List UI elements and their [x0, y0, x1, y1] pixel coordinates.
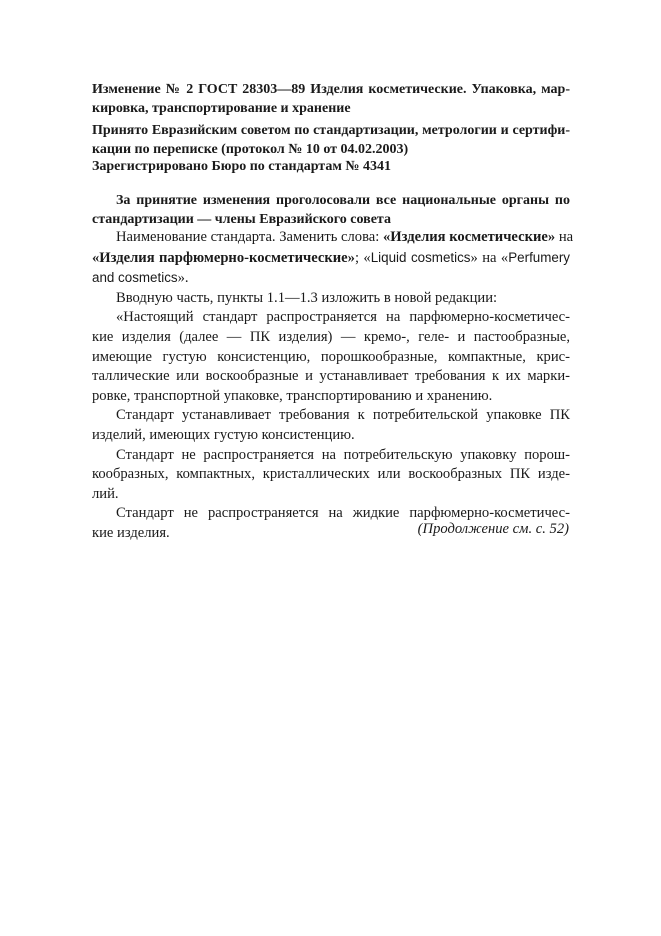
text-span: ; « — [354, 249, 371, 266]
text-span: Наименование стандарта. Заменить слова: — [116, 229, 383, 245]
english-new-title-part2: and cosmetics — [92, 270, 178, 286]
new-title-bold: «Изделия парфюмерно-косметические» — [92, 249, 355, 266]
text-span: на — [555, 229, 574, 245]
paragraph-line — [92, 268, 570, 289]
amendment-body — [92, 228, 574, 544]
text-span: » на « — [470, 249, 509, 266]
paragraph-line: «Настоящий стандарт распространяется на парфюмерно-косметичес- — [116, 309, 570, 326]
paragraph-line: кие изделия. — [92, 524, 170, 541]
voting-statement — [92, 191, 570, 229]
paragraph-line — [92, 228, 574, 248]
paragraph-line: Стандарт не распространяется на потребительскую упаковку порош- — [116, 446, 570, 463]
continuation-note: (Продолжение см. с. 52) — [417, 521, 569, 537]
paragraph-line: лий. — [92, 485, 119, 502]
voting-line-1: За принятие изменения проголосовали все национальные органы по — [116, 193, 570, 208]
old-title-bold: «Изделия косметические» — [382, 229, 556, 245]
paragraph-line: имеющие густую консистенцию, порошкообразные, компактные, крис- — [92, 348, 570, 365]
text-span: ». — [177, 270, 189, 287]
paragraph-scope — [92, 308, 570, 406]
registration — [92, 157, 570, 176]
paragraph-line: изделий, имеющих густую консистенцию. — [92, 426, 355, 443]
paragraph-exclusion-1 — [92, 446, 570, 505]
paragraph-requirements — [92, 406, 570, 445]
voting-line-2: стандартизации — члены Евразийского совета — [92, 212, 391, 227]
paragraph-line: кообразных, компактных, кристаллических или воскообразных ПК изде- — [92, 466, 570, 483]
paragraph-line: Стандарт не распространяется на жидкие парфюмерно-косметичес- — [116, 505, 570, 522]
accepted-by-line-1: Принято Евразийским советом по стандартизации, метрологии и сертифи- — [92, 123, 570, 138]
paragraph-line: Стандарт устанавливает требования к потребительской упаковке ПК — [116, 407, 570, 424]
paragraph-title-change — [92, 228, 574, 289]
paragraph-line: ровке, транспортной упаковке, транспортированию и хранению. — [92, 387, 493, 404]
english-old-title: Liquid cosmetics — [370, 249, 471, 265]
paragraph-intro-change — [92, 289, 570, 309]
registration-line: Зарегистрировано Бюро по стандартам № 4341 — [92, 159, 391, 174]
amendment-title-line-2: кировка, транспортирование и хранение — [92, 101, 351, 116]
amendment-title-line-1: Изменение № 2 ГОСТ 28303—89 Изделия косметические. Упаковка, мар- — [92, 82, 570, 97]
paragraph-line: Вводную часть, пункты 1.1—1.3 изложить в новой редакции: — [116, 289, 498, 306]
accepted-by-line-2: кации по переписке (протокол № 10 от 04.02.2003) — [92, 142, 409, 157]
paragraph-line: кие изделия (далее — ПК изделия) — кремо-, геле- и пастообразные, — [92, 328, 570, 345]
paragraph-line — [92, 248, 570, 269]
amendment-title — [92, 80, 570, 118]
accepted-by — [92, 121, 570, 159]
english-new-title-part1: Perfumery — [508, 249, 570, 265]
paragraph-line: таллические или воскообразные и устанавливает требования к их марки- — [92, 368, 570, 385]
